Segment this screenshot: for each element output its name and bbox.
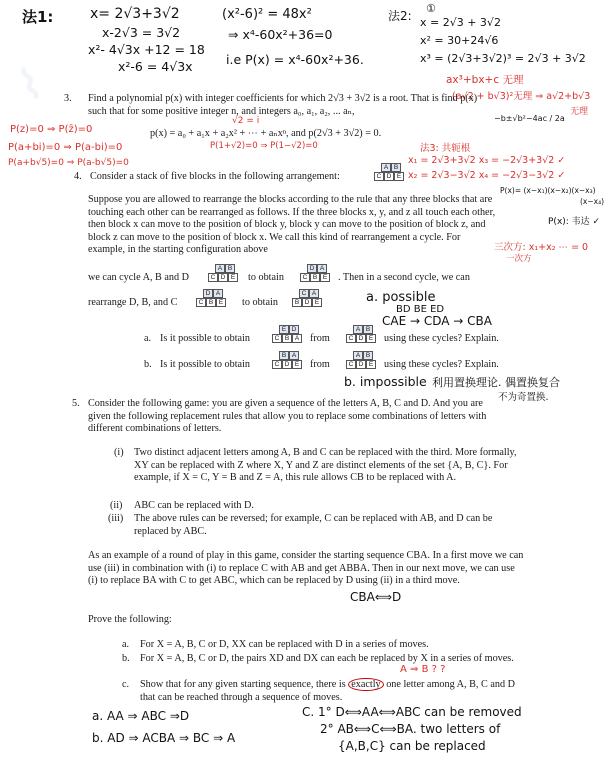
m2-line7: 无理 [570,107,589,117]
block-b: B [282,334,292,343]
q4-sub-a-text2: from [310,333,330,344]
m2-line2: x = 2√3 + 3√2 [420,16,501,29]
q4-hand-a-top: BD BE ED [396,304,445,315]
block-b: B [363,351,373,360]
block-e: E [228,273,238,282]
q5-example: As an example of a round of play in this game, consider the starting sequence CBA. In a first move we can use (iii) in combination with (i) to replace C with AB and get ABBA. Then in our next move, we can use (i) to replace BA with C to get ABC, which can be replaced by D using (ii) in a third move. [88,550,524,587]
block-stack-cycle2-from [196,289,226,307]
block-stack-qb-from [346,351,376,369]
m1-right3: i.e P(x) = x⁴-60x²+36. [226,52,364,67]
block-e: E [292,360,302,369]
q5-rule1: Two distinct adjacent letters among A, B and C can be replaced with the third. More formally, XY can be replaced with Z where X, Y and Z are distinct elements of the set {A, B, C}. For example, if X = C, Y = B and Z = A, this rule allows CB to be replaced with A. [134,447,517,484]
q5-pc-line1 [140,679,515,692]
block-d: D [218,273,228,282]
block-c: C [208,273,218,282]
m1-line2: x-2√3 = 3√2 [102,25,181,40]
block-d: D [282,360,292,369]
q5-hand-abq: A ⇒ B ? ? [400,664,446,675]
m2-line5: ax³+bx+c 无理 [446,74,524,86]
q4-paragraph: Suppose you are allowed to rearrange the blocks according to the rule that any three blocks that are touching each other can be rearranged as follows. If the three blocks x, y, and z all touch each other, then block x can move to the position of block y, block y can move to the position of block z, and block z can move to the position of block x. We call this kind of rearrangement a cycle. For example, in the starting configuration above [88,194,496,256]
block-a: A [215,264,225,273]
m2-line6: (a√2 + b√3)²无理 ⇒ a√2+b√3 [452,91,591,102]
q5-r3-label: (iii) [108,513,124,524]
block-c: C [300,273,310,282]
q4-cycle1a: we can cycle A, B and D [88,272,189,283]
block-a: A [381,163,391,172]
q3-number: 3. [64,93,72,104]
m1-right2: ⇒ x⁴-60x²+36=0 [228,27,333,42]
q5-hand-c3: {A,B,C} can be replaced [338,739,486,753]
block-d: D [384,172,394,181]
q3-vieta2: 三次方: x₁+x₂ ⋯ = 0 [494,242,589,253]
q3-quad: −b±√b²−4ac / 2a [494,114,565,123]
q5-hand-a: a. AA ⇒ ABC ⇒D [92,709,190,723]
q4-cycle1c: . Then in a second cycle, we can [338,272,470,283]
block-stack-cycle2-result [292,289,322,307]
q3-text-line2: such that for some positive integer n, and integers a₀, a₁, a₂, ... aₙ, [88,106,355,117]
q3-roots2: x₂ = 2√3−3√2 x₄ = −2√3−3√2 ✓ [408,170,566,181]
q4-sub-a-text1: Is it possible to obtain [160,333,250,344]
q3-left-note2: P(a+bi)=0 ⇒ P(a-bi)=0 [8,142,123,153]
q5-hand-c1: C. 1° D⟺AA⟺ABC can be removed [302,705,522,719]
block-stack-cycle1-result [300,264,330,282]
q4-sub-b-label: b. [144,359,152,370]
q5-pa-label: a. [122,639,130,650]
block-c: C [346,360,356,369]
block-a: A [289,351,299,360]
q5-r1-label: (i) [114,447,124,458]
q5-pc-exactly: exactly [348,678,383,691]
q5-hand-c2: 2° AB⟺C⟺BA. two letters of [320,722,501,736]
q4-sub-b-text1: Is it possible to obtain [160,359,250,370]
method1-label: 法1: [22,8,54,26]
block-b: B [391,163,401,172]
q4-hand-a: a. possible [366,290,436,305]
q5-pc-text2-a: one letter among A, B, C and D [386,679,515,690]
block-e: E [312,298,322,307]
block-b: B [363,325,373,334]
q5-hand-b: b. AD ⇒ ACBA ⇒ BC ⇒ A [92,731,236,745]
q3-note-p: P(1+√2)=0 ⇒ P(1−√2)=0 [210,141,318,151]
block-stack-start [374,163,404,181]
block-c: C [272,360,282,369]
block-d: D [356,360,366,369]
block-c: C [374,172,384,181]
method2-label: 法2: [388,9,412,23]
block-b: B [310,273,320,282]
block-a: A [213,289,223,298]
q5-intro: Consider the following game: you are given a sequence of the letters A, B, C and D. And you are given the following replacement rules that allow you to replace some combinations of letters with different combinations of letters. [88,398,487,435]
m1-line1: x= 2√3+3√2 [90,6,180,22]
watermark: ⌇ [12,57,49,112]
block-e: E [279,325,289,334]
q5-pb-label: b. [122,653,130,664]
q3-prod: P(x)= (x−x₁)(x−x₂)(x−x₃) [500,186,596,195]
q5-pc-rest: that can be reached through a sequence of moves. [140,692,343,703]
q3-vieta: P(x): 韦达 ✓ [548,217,601,227]
block-d: D [307,264,317,273]
m1-right1: (x²-6)² = 48x² [222,7,312,22]
block-b: B [292,298,302,307]
q5-prove: Prove the following: [88,614,172,625]
q5-r2-label: (ii) [110,500,123,511]
block-d: D [302,298,312,307]
block-c: C [346,334,356,343]
q4-intro: Consider a stack of five blocks in the following arrangement: [90,171,340,182]
block-stack-qb-target [272,351,302,369]
block-b: B [279,351,289,360]
block-stack-qa-target [272,325,302,343]
block-d: D [289,325,299,334]
block-a: A [317,264,327,273]
block-stack-qa-from [346,325,376,343]
q3-left-note3: P(a+b√5)=0 ⇒ P(a-b√5)=0 [8,158,129,168]
block-e: E [320,273,330,282]
q5-pb: For X = A, B, C or D, the pairs XD and DX can each be replaced by X in a series of moves. [140,653,514,664]
q3-left-note1: P(z)=0 ⇒ P(z̄)=0 [10,124,93,135]
q4-hand-b: b. impossible [344,374,427,389]
q5-rule2: ABC can be replaced with D. [134,500,254,511]
m2-line3: x² = 30+24√6 [420,34,499,47]
m1-line4: x²-6 = 4√3x [118,59,193,74]
q3-note-sqrt: √2 = i [232,116,260,126]
block-e: E [366,360,376,369]
q4-sub-b-text2: from [310,359,330,370]
q4-hand-a-steps: CAE → CDA → CBA [382,314,492,328]
q5-number: 5. [72,398,80,409]
q4-cycle1b: to obtain [248,272,284,283]
block-a: A [353,351,363,360]
m2-circ1: ① [426,2,436,15]
block-e: E [366,334,376,343]
q3-vieta3: 一次方 [506,254,532,264]
block-e: E [216,298,226,307]
q3-formula: p(x) = a₀ + a₁x + a₂x² + ⋯ + aₙxⁿ, and p(2√3 + 3√2) = 0. [150,128,382,139]
q3-prod2: (x−x₄) [580,197,605,206]
q4-sub-a-label: a. [144,333,152,344]
q4-sub-b-text3: using these cycles? Explain. [384,359,499,370]
block-d: D [356,334,366,343]
q5-pa: For X = A, B, C or D, XX can be replaced with D in a series of moves. [140,639,429,650]
q3-method3: 法3: 共轭根 [420,143,471,154]
block-c: C [196,298,206,307]
block-e: E [394,172,404,181]
block-stack-cycle1-from [208,264,238,282]
q3-text-line1: Find a polynomial p(x) with integer coefficients for which 2√3 + 3√2 is a root. That is find p(x) [88,93,478,104]
m1-line3: x²- 4√3x +12 = 18 [88,42,205,57]
block-b: B [225,264,235,273]
block-c: C [272,334,282,343]
q4-cycle2a: rearrange D, B, and C [88,297,178,308]
q4-sub-a-text3: using these cycles? Explain. [384,333,499,344]
block-a: A [353,325,363,334]
q5-hand-cba: CBA⟺D [350,590,402,604]
q5-pc-text1: Show that for any given starting sequence, there is [140,679,346,690]
m2-line4: x³ = (2√3+3√2)³ = 2√3 + 3√2 [420,52,586,65]
q4-number: 4. [74,171,82,182]
q4-hand-b-note2: 不为奇置换. [498,392,549,403]
q5-rule3: The above rules can be reversed; for example, C can be replaced with AB, and D can be replaced by ABC. [134,513,493,537]
block-a: A [292,334,302,343]
block-c: C [299,289,309,298]
q4-hand-b-note: 利用置换理论. 偶置换复合 [432,376,560,389]
block-b: B [206,298,216,307]
q4-cycle2b: to obtain [242,297,278,308]
q5-pc-label: c. [122,679,130,690]
block-a: A [309,289,319,298]
block-d: D [203,289,213,298]
q3-roots1: x₁ = 2√3+3√2 x₃ = −2√3+3√2 ✓ [408,155,566,166]
